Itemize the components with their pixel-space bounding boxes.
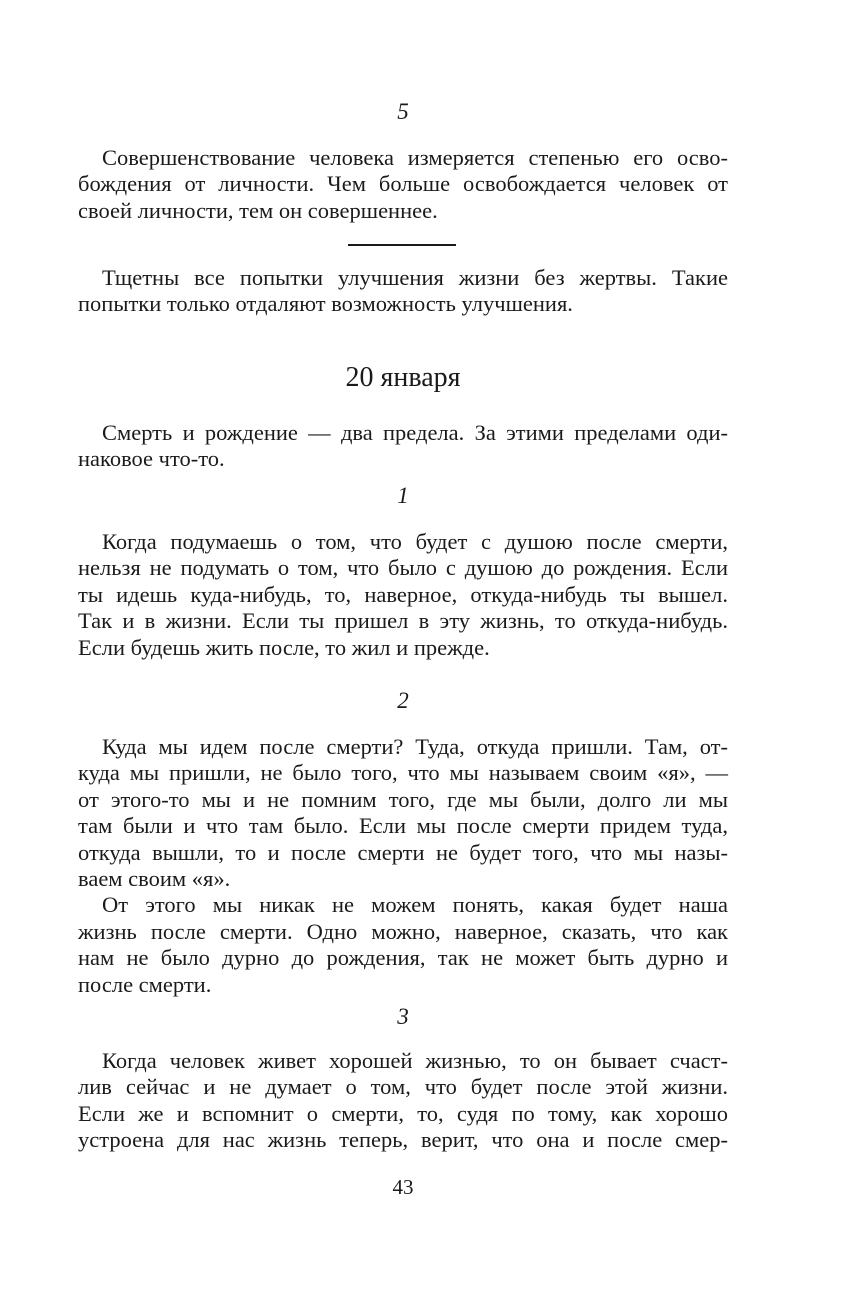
text-line: Совершенствование человека измеряется степенью его осво- [102, 145, 728, 170]
paragraph-section-2 [78, 734, 728, 998]
paragraph-intro [78, 420, 728, 473]
book-page [78, 0, 728, 1311]
section-number-3: 3 [397, 1004, 409, 1029]
section-number-1: 1 [397, 483, 409, 508]
text-line: нам не было дурно до рождения, так не может быть дурно и [78, 945, 728, 971]
text-line: ты идешь куда-нибудь, то, наверное, откуда-нибудь ты вышел. [78, 581, 728, 607]
text-line: От этого мы никак не можем понять, какая будет наша [102, 892, 728, 918]
section-number-2: 2 [397, 688, 409, 713]
text-line: Так и в жизни. Если ты пришел в эту жизнь, то откуда-нибудь. [78, 608, 728, 634]
day-heading: 20 января [345, 362, 461, 393]
text-line: бождения от личности. Чем больше освобождается человек от [78, 171, 728, 197]
text-line: Если будешь жить после, то жил и прежде. [78, 634, 490, 660]
text-line: лив сейчас и не думает о том, что будет после этой жизни. [78, 1074, 728, 1100]
text-line: Куда мы идем после смерти? Туда, откуда пришли. Там, от- [102, 734, 728, 759]
paragraph-section-3 [78, 1048, 728, 1154]
text-line: жизнь после смерти. Одно можно, наверное, сказать, что как [78, 918, 728, 944]
text-line: после смерти. [78, 971, 212, 997]
paragraph-sacrifice [78, 265, 728, 318]
text-line: Смерть и рождение — два предела. За этими пределами оди- [102, 420, 728, 445]
section-divider [348, 244, 456, 246]
text-line: устроена для нас жизнь теперь, верит, что она и после смер- [78, 1127, 728, 1153]
paragraph-section-1 [78, 529, 728, 661]
text-line: наковое что-то. [78, 446, 225, 472]
paragraph-perfection [78, 145, 728, 224]
text-line: от этого-то мы и не помним того, где мы были, долго ли мы [78, 786, 728, 812]
text-line: нельзя не подумать о том, что было с душою до рождения. Если [78, 555, 728, 581]
text-line: там были и что там было. Если мы после смерти придем туда, [78, 813, 728, 839]
text-line: Если же и вспомнит о смерти, то, судя по тому, как хорошо [78, 1100, 728, 1126]
section-number-5: 5 [397, 99, 409, 124]
text-line: Тщетны все попытки улучшения жизни без жертвы. Такие [102, 265, 728, 290]
text-line: Когда подумаешь о том, что будет с душою после смерти, [102, 529, 728, 554]
text-line: откуда вышли, то и после смерти не будет того, что мы назы- [78, 839, 728, 865]
page-number: 43 [392, 1175, 414, 1199]
text-line: Когда человек живет хорошей жизнью, то он бывает счаст- [102, 1048, 728, 1073]
text-line: ваем своим «я». [78, 866, 231, 892]
text-line: своей личности, тем он совершеннее. [78, 197, 438, 223]
text-line: попытки только отдаляют возможность улучшения. [78, 291, 573, 317]
text-line: куда мы пришли, не было того, что мы называем своим «я», — [78, 760, 728, 786]
